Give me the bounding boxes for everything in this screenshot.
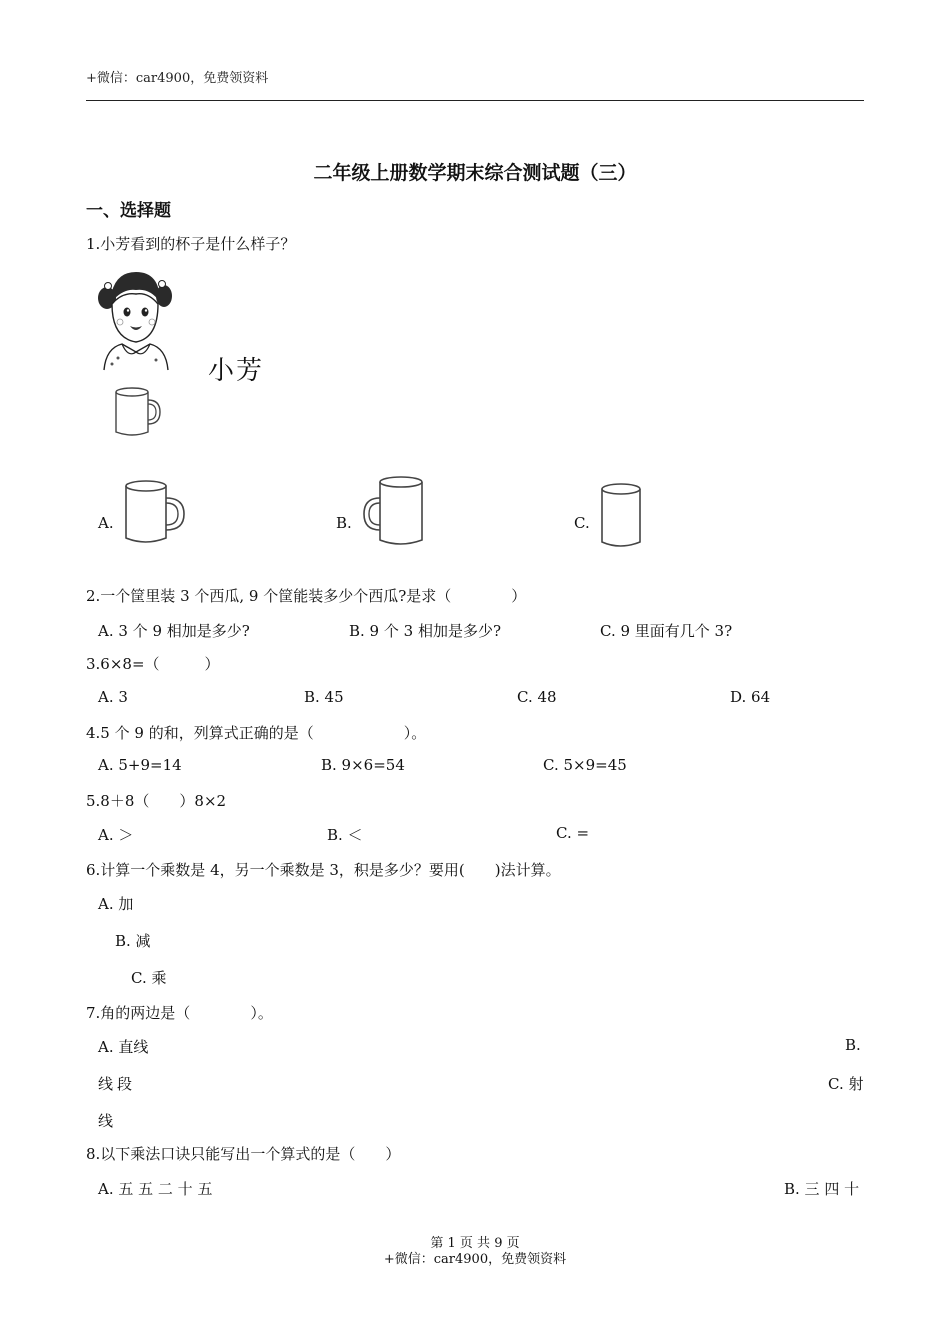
q2-option-c[interactable]: C. 9 里面有几个 3? <box>600 622 733 640</box>
section-heading: 一、选择题 <box>86 201 171 221</box>
q5-option-a[interactable]: A. ＞ <box>98 826 134 844</box>
q2-option-a[interactable]: A. 3 个 9 相加是多少? <box>98 622 250 640</box>
header-divider <box>86 100 864 101</box>
question-2: 2.一个筐里装 3 个西瓜, 9 个筐能装多少个西瓜?是求（ ） <box>86 587 527 605</box>
page-number: 第 1 页 共 9 页 <box>430 1236 520 1251</box>
q1-option-a[interactable]: A. <box>98 514 114 532</box>
q6-option-b[interactable]: B. 减 <box>115 932 151 950</box>
q3-option-d[interactable]: D. 64 <box>730 688 771 706</box>
q4-option-b[interactable]: B. 9×6=54 <box>321 756 405 774</box>
q7-option-c[interactable]: C. 射 <box>828 1075 864 1093</box>
q3-option-a[interactable]: A. 3 <box>98 688 128 706</box>
q4-option-a[interactable]: A. 5+9=14 <box>98 756 182 774</box>
q7-option-b-text[interactable]: 线段 <box>98 1075 137 1093</box>
q7-option-c-continued[interactable]: 线 <box>98 1112 114 1130</box>
q6-option-c[interactable]: C. 乘 <box>131 969 167 987</box>
q5-option-c[interactable]: C. = <box>556 824 590 842</box>
q8-option-b[interactable]: B. 三 四 十 <box>784 1180 860 1198</box>
reference-cup <box>112 386 164 438</box>
q5-option-b[interactable]: B. ＜ <box>327 826 363 844</box>
q4-option-c[interactable]: C. 5×9=45 <box>543 756 627 774</box>
q3-option-b[interactable]: B. 45 <box>304 688 344 706</box>
question-5: 5.8＋8（ ）8×2 <box>86 792 227 810</box>
q2-option-b[interactable]: B. 9 个 3 相加是多少? <box>349 622 501 640</box>
girl-illustration <box>98 266 170 370</box>
question-4: 4.5 个 9 的和，列算式正确的是（ ）。 <box>86 724 427 742</box>
q3-option-c[interactable]: C. 48 <box>517 688 557 706</box>
question-7: 7.角的两边是（ ）。 <box>86 1004 273 1022</box>
page-title: 二年级上册数学期末综合测试题（三） <box>313 162 637 184</box>
question-3: 3.6×8=（ ） <box>86 655 220 673</box>
header-note: +微信：car4900，免费领资料 <box>86 71 269 86</box>
q7-option-a[interactable]: A. 直线 <box>98 1038 149 1056</box>
footer-note: +微信：car4900，免费领资料 <box>383 1252 567 1267</box>
question-8: 8.以下乘法口诀只能写出一个算式的是（ ） <box>86 1145 401 1163</box>
question-1: 1.小芳看到的杯子是什么样子？ <box>86 235 296 253</box>
q8-option-a[interactable]: A. 五 五 二 十 五 <box>98 1180 213 1198</box>
cup-no-handle-icon[interactable] <box>598 482 644 550</box>
cup-handle-left-icon[interactable] <box>360 474 426 548</box>
q1-option-c[interactable]: C. <box>574 514 590 532</box>
q1-option-b[interactable]: B. <box>336 514 352 532</box>
q7-option-b-label[interactable]: B. <box>845 1036 861 1054</box>
question-6: 6.计算一个乘数是 4，另一个乘数是 3，积是多少？要用( )法计算。 <box>86 861 561 879</box>
figure-label: 小芳 <box>208 356 265 386</box>
q6-option-a[interactable]: A. 加 <box>98 895 134 913</box>
cup-handle-right-icon[interactable] <box>122 478 188 546</box>
